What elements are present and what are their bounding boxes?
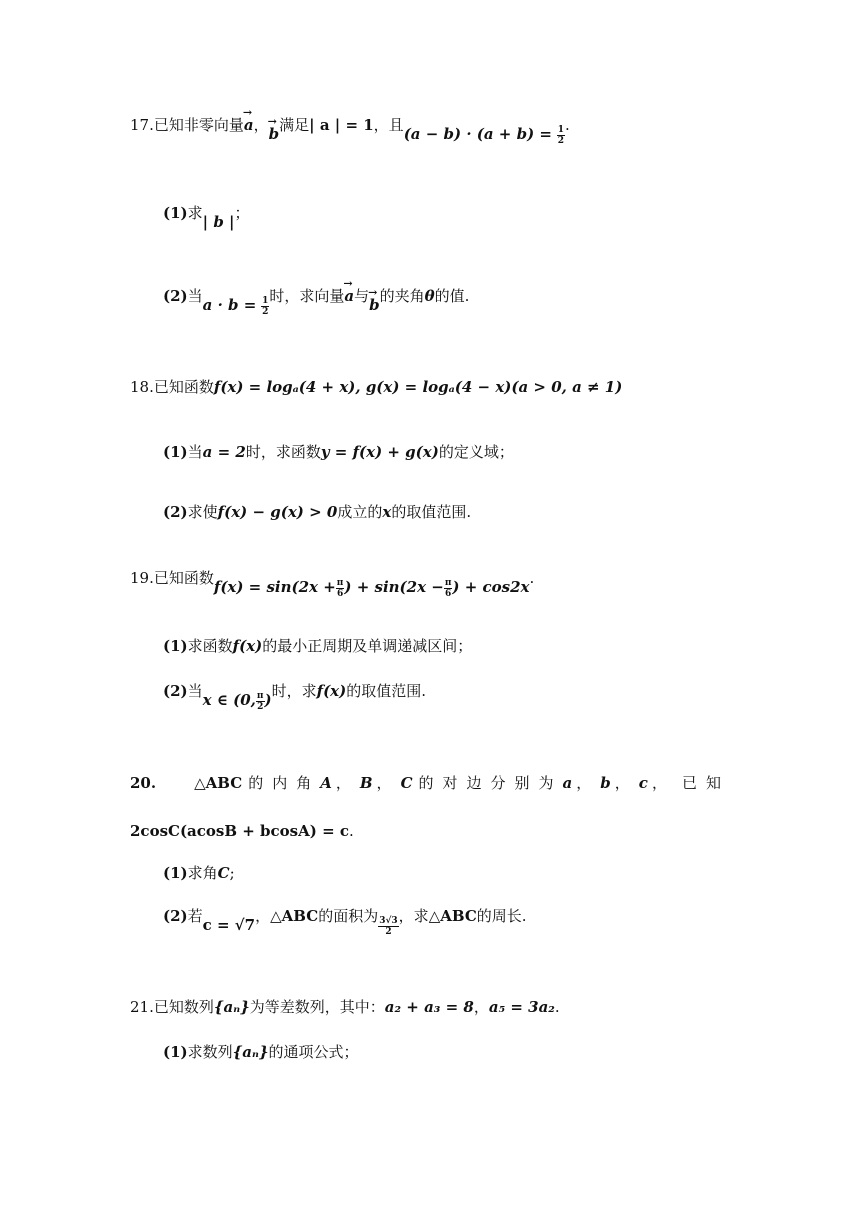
triangle-abc: △ABC — [194, 774, 243, 792]
text: 求使 — [187, 503, 218, 521]
math-symbol: B — [359, 774, 373, 792]
q17-number: 17. — [130, 116, 154, 134]
fraction: $\frac{\pi}{2}$ — [256, 690, 264, 712]
text: 当 — [187, 443, 203, 461]
part-label: (2) — [163, 287, 188, 305]
q19-part1 — [163, 635, 472, 657]
text: 已知数列 — [153, 998, 214, 1016]
sequence-symbol: {aₙ} — [232, 1043, 269, 1061]
vector-a: → a — [344, 285, 354, 307]
text: ; — [229, 864, 235, 882]
text: 若 — [187, 907, 203, 925]
q19-stem — [130, 567, 535, 599]
text: 时，求函数 — [245, 443, 321, 461]
text: 的周长. — [476, 907, 527, 925]
q18-part1 — [163, 441, 514, 463]
vector-b: → b — [269, 123, 280, 145]
part-label: (1) — [163, 864, 188, 882]
vector-b: → b — [369, 294, 380, 316]
part-label: (2) — [163, 503, 188, 521]
text: 求 — [187, 204, 203, 222]
text: 的取值范围. — [346, 682, 426, 700]
math-expression: (a − b) · (a + b) = — [403, 125, 552, 143]
text: 已知函数 — [153, 378, 214, 396]
math-expression: ) + sin(2x − — [344, 578, 444, 596]
math-symbol: c — [638, 774, 648, 792]
part-label: (1) — [163, 637, 188, 655]
text: 的面积为 — [318, 907, 379, 925]
text: 时，求向量 — [269, 287, 345, 305]
text: 的取值范围. — [391, 503, 472, 521]
math-symbol: A — [320, 774, 332, 792]
q17-part1 — [163, 202, 250, 231]
q21-stem — [130, 996, 560, 1018]
sequence-symbol: {aₙ} — [213, 998, 250, 1016]
math-expression: a · b = — [202, 296, 257, 314]
text: 满足 — [279, 116, 310, 134]
part-label: (1) — [163, 204, 188, 222]
text: . — [349, 822, 354, 840]
text: ，且 — [373, 116, 404, 134]
math-expression: f(x) − g(x) > 0 — [217, 503, 338, 521]
math-expression: a₂ + a₃ = 8 — [384, 998, 474, 1016]
text: ， — [614, 774, 639, 792]
text: ， — [253, 116, 269, 134]
math-symbol: b — [600, 774, 611, 792]
math-expression: ) + cos2x — [452, 578, 530, 596]
math-expression: f(x) — [316, 682, 347, 700]
q20-condition — [130, 820, 354, 842]
q18-part2 — [163, 501, 471, 523]
part-label: (1) — [163, 1043, 188, 1061]
text: 求数列 — [187, 1043, 233, 1061]
text: 当 — [187, 287, 203, 305]
math-expression: x ∈ (0, — [202, 691, 256, 709]
text: 求函数 — [187, 637, 233, 655]
triangle-abc: △ABC — [270, 907, 319, 925]
part-label: (1) — [163, 443, 188, 461]
text: 已知函数 — [153, 569, 214, 587]
text: 的定义域； — [438, 443, 514, 461]
text: 成立的 — [337, 503, 383, 521]
math-symbol: C — [217, 864, 230, 882]
text: ，求 — [398, 907, 429, 925]
text: . — [554, 998, 560, 1016]
text: 与 — [354, 287, 370, 305]
math-expression: ) — [264, 691, 272, 709]
text: ， — [473, 998, 489, 1016]
math-expression: f(x) — [232, 637, 263, 655]
math-symbol: C — [400, 774, 413, 792]
text: 当 — [187, 682, 203, 700]
text: 的夹角 — [379, 287, 425, 305]
text: ； — [234, 204, 250, 222]
q17-stem — [130, 114, 570, 146]
text: 求角 — [187, 864, 218, 882]
text: 为等差数列，其中： — [249, 998, 385, 1016]
q19-part2 — [163, 680, 426, 712]
q18-number: 18. — [130, 378, 154, 396]
text: 的对边分别为 — [418, 774, 563, 792]
math-expression: | b | — [202, 213, 235, 231]
text: 的通项公式； — [268, 1043, 359, 1061]
q20-number: 20. — [130, 774, 157, 792]
q20-stem — [130, 772, 730, 794]
math-symbol: a — [562, 774, 573, 792]
text: . — [565, 116, 570, 134]
text: ， — [335, 774, 360, 792]
part-label: (2) — [163, 907, 188, 925]
fraction: $\frac{1}{2}$ — [557, 124, 565, 146]
math-expression: y = f(x) + g(x) — [320, 443, 439, 461]
text: ， — [576, 774, 601, 792]
math-condition: | a | = 1 — [309, 116, 374, 134]
q18-stem — [130, 376, 622, 398]
part-label: (2) — [163, 682, 188, 700]
fraction: $\frac{\pi}{6}$ — [444, 577, 452, 599]
text: 的最小正周期及单调递减区间； — [262, 637, 473, 655]
text: 已知非零向量 — [153, 116, 244, 134]
q20-part2 — [163, 905, 527, 937]
fraction: $\frac{1}{2}$ — [262, 295, 269, 317]
text: . — [529, 569, 535, 587]
text: 时，求 — [271, 682, 317, 700]
q20-part1 — [163, 862, 235, 884]
math-formula: f(x) = logₐ(4 + x), g(x) = logₐ(4 − x)(a > 0, a ≠ 1) — [213, 378, 623, 396]
math-expression: a = 2 — [202, 443, 246, 461]
math-expression: a₅ = 3a₂ — [488, 998, 555, 1016]
math-expression: f(x) = sin(2x + — [213, 578, 336, 596]
q17-part2 — [163, 285, 470, 317]
q19-number: 19. — [130, 569, 154, 587]
text: 已知 — [681, 774, 730, 792]
text: 的值. — [434, 287, 470, 305]
q21-number: 21. — [130, 998, 154, 1016]
text: ， — [651, 774, 676, 792]
theta: θ — [424, 287, 435, 305]
fraction: $\frac{\pi}{6}$ — [336, 577, 344, 599]
math-expression: c = √7 — [202, 916, 256, 934]
triangle-abc: △ABC — [428, 907, 477, 925]
text: ， — [376, 774, 401, 792]
text: 的内角 — [248, 774, 321, 792]
fraction: $\frac{3√3}{2}$ — [379, 915, 398, 937]
text: ， — [255, 907, 271, 925]
vector-a: → a — [244, 114, 254, 136]
math-expression: x — [382, 503, 392, 521]
math-expression: 2cosC(acosB + bcosA) = c — [130, 822, 350, 840]
q21-part1 — [163, 1041, 359, 1063]
